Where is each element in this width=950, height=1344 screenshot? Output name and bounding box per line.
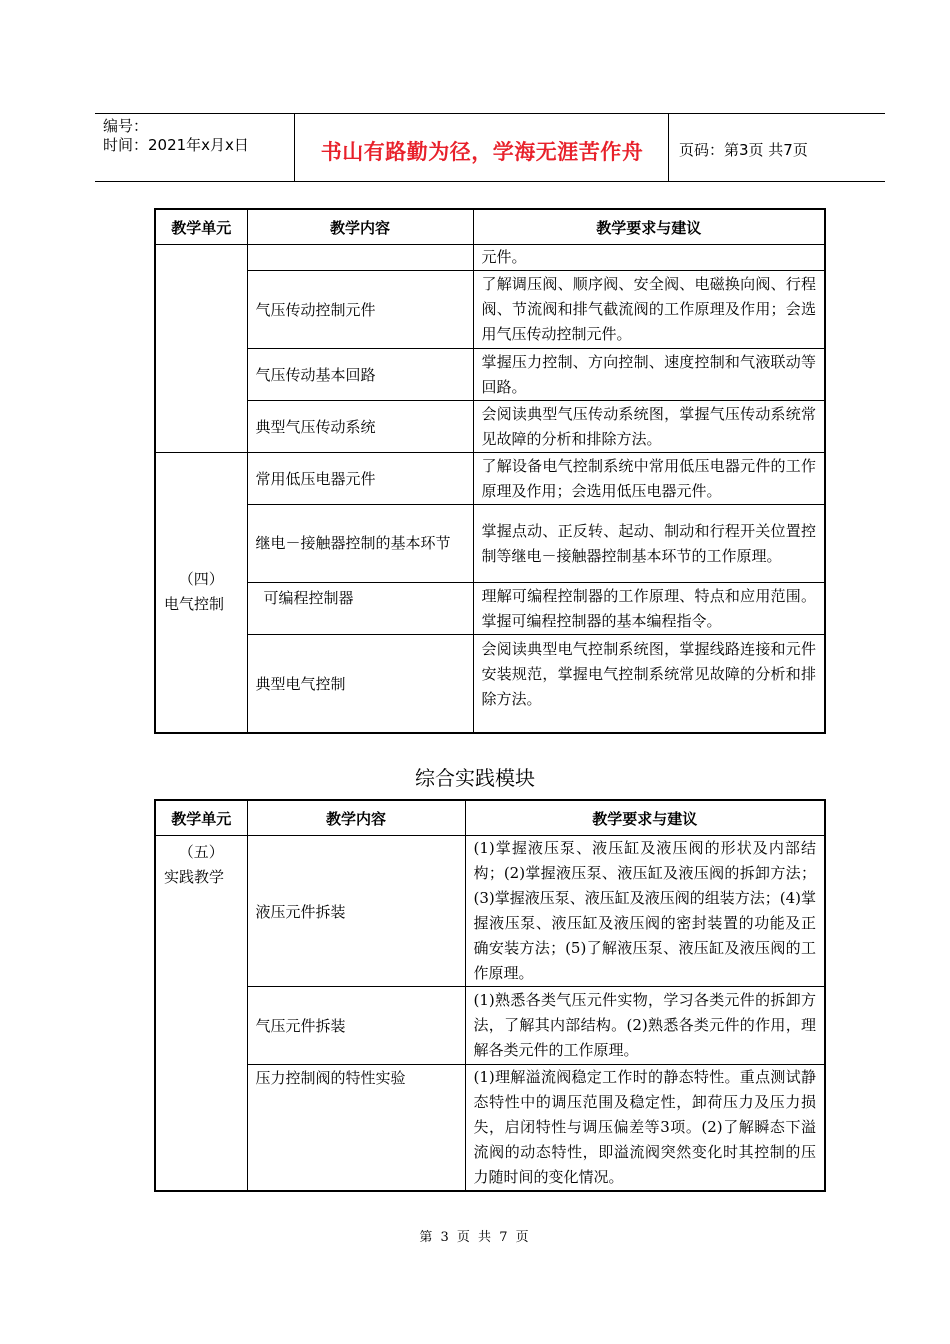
requirement-cell: 会阅读典型气压传动系统图，掌握气压传动系统常见故障的分析和排除方法。 [473, 401, 825, 453]
header-motto: 书山有路勤为径，学海无涯苦作舟 [320, 140, 644, 164]
unit-cell-electrical [155, 453, 247, 733]
requirement-cell: 了解设备电气控制系统中常用低压电器元件的工作原理及作用；会选用低压电器元件。 [473, 453, 825, 505]
requirement-cell: 理解可编程控制器的工作原理、特点和应用范围。掌握可编程控制器的基本编程指令。 [473, 583, 825, 635]
header-divider-right [668, 113, 669, 181]
content-cell: 气压传动控制元件 [247, 271, 473, 349]
curriculum-table-2 [154, 799, 826, 1192]
content-cell: 气压传动基本回路 [247, 349, 473, 401]
content-cell: 典型电气控制 [247, 635, 473, 733]
section-title: 综合实践模块 [415, 766, 535, 790]
requirement-cell: (1)掌握液压泵、液压缸及液压阀的形状及内部结构；(2)掌握液压泵、液压缸及液压阀的拆卸方法；(3)掌握液压泵、液压缸及液压阀的组装方法；(4)掌握液压泵、液压缸及液压阀的密封装置的功能及正确安装方法；(5)了解液压泵、液压缸及液压阀的工作原理。 [465, 836, 825, 987]
table-row [155, 635, 825, 733]
table-row [155, 401, 825, 453]
header-cell-content: 教学内容 [247, 209, 473, 245]
table-row [155, 505, 825, 583]
requirement-cell: 会阅读典型电气控制系统图，掌握线路连接和元件安装规范，掌握电气控制系统常见故障的分析和排除方法。 [473, 635, 825, 733]
content-cell [247, 245, 473, 271]
content-cell: 压力控制阀的特性实验 [247, 1065, 465, 1192]
header-meta [103, 117, 249, 155]
table-row [155, 349, 825, 401]
requirement-cell: (1)熟悉各类气压元件实物，学习各类元件的拆卸方法，了解其内部结构。(2)熟悉各类元件的作用，理解各类元件的工作原理。 [465, 987, 825, 1065]
header-cell-requirements: 教学要求与建议 [473, 209, 825, 245]
table-row [155, 836, 825, 987]
requirement-cell: 了解调压阀、顺序阀、安全阀、电磁换向阀、行程阀、节流阀和排气截流阀的工作原理及作用；会选用气压传动控制元件。 [473, 271, 825, 349]
content-cell: 继电－接触器控制的基本环节 [247, 505, 473, 583]
table-row [155, 453, 825, 505]
header-page-label: 页码：第3页 共7页 [679, 141, 808, 159]
unit-number: （五） [178, 843, 224, 861]
serial-label: 编号： [103, 117, 149, 135]
unit-number: （四） [178, 570, 224, 589]
content-cell: 气压元件拆装 [247, 987, 465, 1065]
header-top-rule [95, 113, 885, 114]
table-row [155, 1065, 825, 1192]
table-row [155, 987, 825, 1065]
unit-cell-practice [155, 836, 247, 1192]
requirement-cell: 掌握压力控制、方向控制、速度控制和气液联动等回路。 [473, 349, 825, 401]
curriculum-table-1 [154, 208, 826, 734]
content-cell: 常用低压电器元件 [247, 453, 473, 505]
header-cell-unit: 教学单元 [155, 209, 247, 245]
content-cell: 液压元件拆装 [247, 836, 465, 987]
header-divider-left [294, 113, 295, 181]
table-row [155, 271, 825, 349]
requirement-cell: 掌握点动、正反转、起动、制动和行程开关位置控制等继电－接触器控制基本环节的工作原理。 [473, 505, 825, 583]
unit-cell-pneumatic [155, 245, 247, 453]
page-footer: 第 3 页 共 7 页 [419, 1230, 531, 1245]
table-row [155, 245, 825, 271]
header-cell-unit: 教学单元 [155, 800, 247, 836]
requirement-cell: 元件。 [473, 245, 825, 271]
content-cell: 典型气压传动系统 [247, 401, 473, 453]
time-label: 时间：2021年x月x日 [103, 136, 249, 154]
unit-name: 实践教学 [164, 868, 225, 886]
header-cell-requirements: 教学要求与建议 [465, 800, 825, 836]
table-row [155, 583, 825, 635]
table-header-row [155, 209, 825, 245]
requirement-cell: (1)理解溢流阀稳定工作时的静态特性。重点测试静态特性中的调压范围及稳定性，卸荷压力及压力损失，启闭特性与调压偏差等3项。(2)了解瞬态下溢流阀的动态特性，即溢流阀突然变化时其控制的压力随时间的变化情况。 [465, 1065, 825, 1192]
table-header-row [155, 800, 825, 836]
header-cell-content: 教学内容 [247, 800, 465, 836]
header-bottom-rule [95, 181, 885, 182]
unit-name: 电气控制 [164, 595, 225, 614]
content-cell: 可编程控制器 [247, 583, 473, 635]
